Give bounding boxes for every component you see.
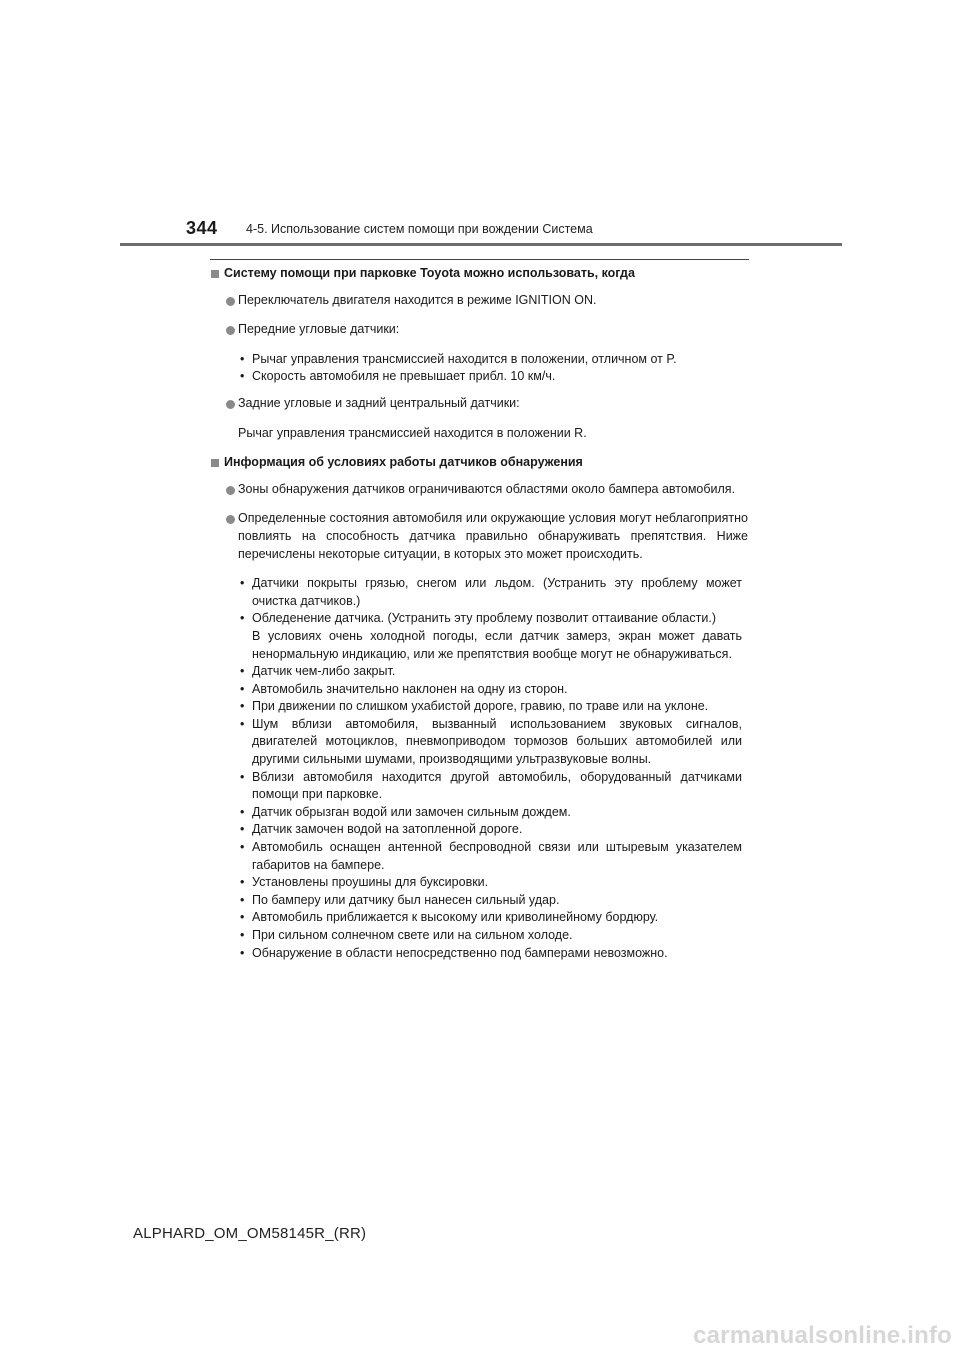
sub-bullet: • При сильном солнечном свете или на сильном холоде. [240,928,573,942]
watermark: carmanualsonline.info [693,1322,952,1349]
bullet-note: В условиях очень холодной погоды, если датчик замерз, экран может давать ненормальную индикацию, или же препятствия вообще могут не обнаруживаться. [252,628,742,661]
circle-bullet-icon [226,297,235,306]
sub-bullet: • Обнаружение в области непосредственно под бамперами невозможно. [240,945,668,960]
circle-bullet-icon [226,326,235,335]
sub-bullet: • По бамперу или датчику был нанесен сильный удар. [240,892,560,907]
sub-bullet: • Автомобиль приближается к высокому или криволинейному бордюру. [240,910,659,925]
sub-bullet: • Автомобиль оснащен антенной беспроводной связи или штыревым указателем габаритов на бампере. [240,840,742,872]
sub-bullet: • Обледенение датчика. (Устранить эту проблему позволит оттаивание области.) В условиях очень холодной погоды, если датчик замерз, экран может давать ненормальную индикацию, или же препятствия вообще могут не обнаруживаться. [240,611,742,661]
sub-bullet: • При движении по слишком ухабистой дороге, гравию, по траве или на уклоне. [240,699,709,714]
circle-bullet-icon [226,400,235,409]
list-item: Зоны обнаружения датчиков ограничиваются областями около бампера автомобиля. [210,481,748,499]
content-divider [210,259,749,260]
sub-bullet: • Автомобиль значительно наклонен на одну из сторон. [240,681,568,696]
circle-bullet-icon [226,515,235,524]
square-bullet-icon [211,459,219,467]
circle-bullet-icon [226,486,235,495]
list-item: Передние угловые датчики: [210,321,748,339]
sub-bullet: • Датчики покрыты грязью, снегом или льдом. (Устранить эту проблему может очистка датчиков.) [240,576,742,608]
sub-bullet: • Установлены проушины для буксировки. [240,875,489,890]
document-code: ALPHARD_OM_OM58145R_(RR) [133,1225,367,1242]
section-heading: Систему помощи при парковке Toyota можно использовать, когда [210,265,748,283]
paragraph: Рычаг управления трансмиссией находится в положении R. [238,425,587,440]
sub-bullet: • Скорость автомобиля не превышает прибл. 10 км/ч. [240,369,556,384]
header-divider [120,243,842,246]
list-item: Определенные состояния автомобиля или окружающие условия могут неблагоприятно повлиять на способность датчика правильно обнаруживать препятствия. Ниже перечислены некоторые ситуации, в которых это может происходить. [210,510,748,563]
section-heading: Информация об условиях работы датчиков обнаружения [210,454,748,472]
sub-bullet: • Датчик обрызган водой или замочен сильным дождем. [240,804,571,819]
list-item: Переключатель двигателя находится в режиме IGNITION ON. [210,292,748,310]
square-bullet-icon [211,270,219,278]
sub-bullet: • Датчик замочен водой на затопленной дороге. [240,822,523,837]
page-number: 344 [186,218,218,238]
page-content [210,265,748,962]
sub-bullet: • Вблизи автомобиля находится другой автомобиль, оборудованный датчиками помощи при парковке. [240,769,742,802]
list-item: Задние угловые и задний центральный датчики: [210,395,748,413]
sub-bullet: • Датчик чем-либо закрыт. [240,664,396,679]
chapter-title: 4-5. Использование систем помощи при вождении Система [246,222,593,236]
sub-bullet: • Шум вблизи автомобиля, вызванный использованием звуковых сигналов, двигателей мотоциклов, пневмоприводом тормозов больших автомобилей или другими сильными шумами, производящими ультразвуковые волны. [240,716,742,767]
sub-bullet: • Рычаг управления трансмиссией находится в положении, отличном от P. [240,351,677,366]
